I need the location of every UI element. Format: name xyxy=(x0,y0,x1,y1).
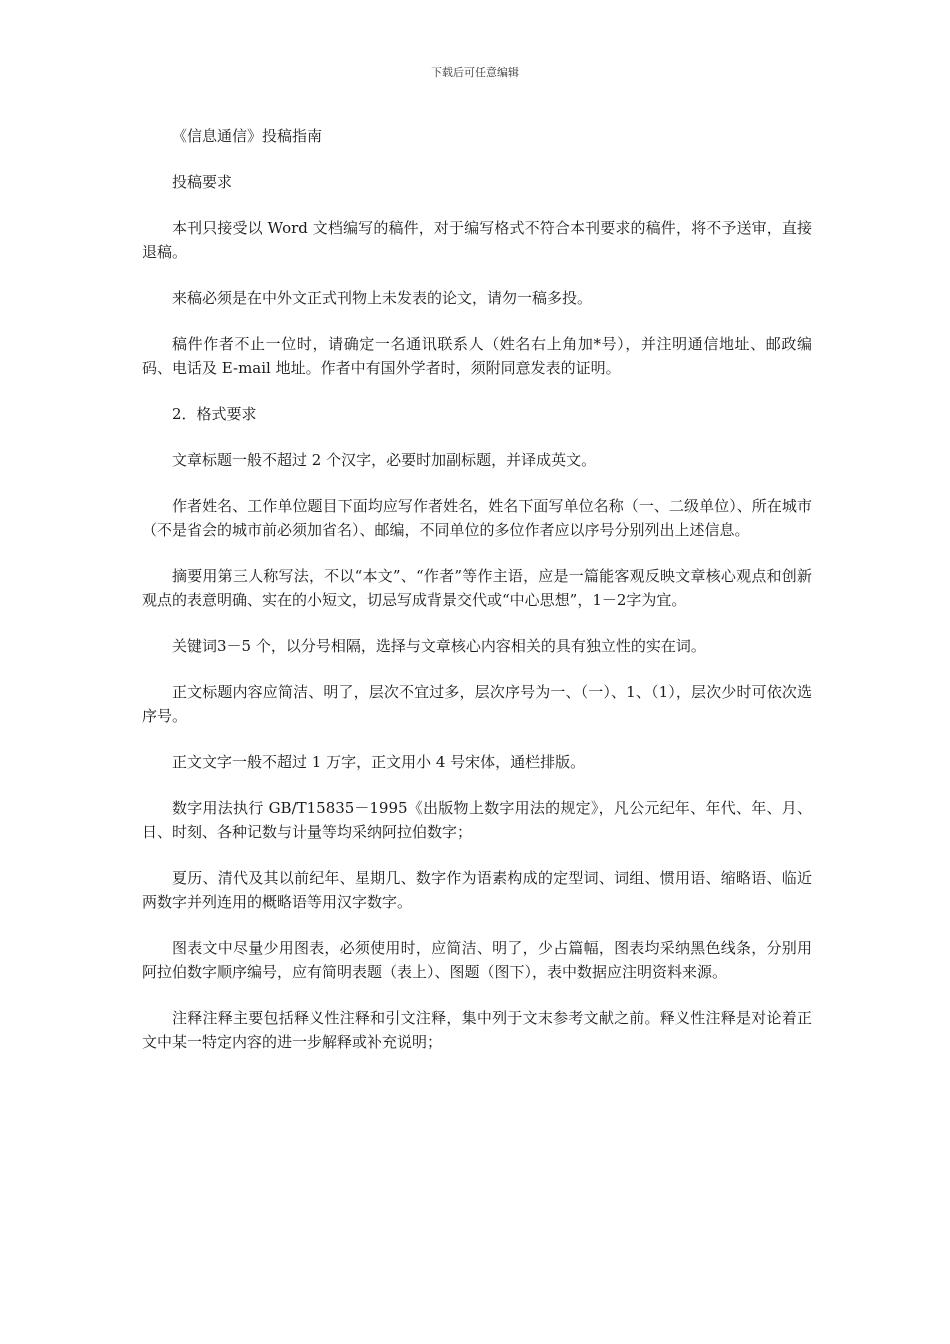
document-body xyxy=(142,124,812,1076)
document-title: 《信息通信》投稿指南 xyxy=(172,127,323,145)
paragraph: 图表文中尽量少用图表，必须使用时，应简洁、明了，少占篇幅，图表均采纳黑色线条，分别用阿拉伯数字顺序编号，应有简明表题（表上）、图题（图下），表中数据应注明资料来源。 xyxy=(142,939,812,981)
paragraph: 正文文字一般不超过 1 万字，正文用小 4 号宋体，通栏排版。 xyxy=(172,753,586,771)
paragraph: 正文标题内容应简洁、明了，层次不宜过多，层次序号为一、（一）、1、（1），层次少时可依次选序号。 xyxy=(142,683,812,725)
paragraph: 本刊只接受以 Word 文档编写的稿件，对于编写格式不符合本刊要求的稿件，将不予送审，直接退稿。 xyxy=(142,219,812,261)
paragraph: 作者姓名、工作单位题目下面均应写作者姓名，姓名下面写单位名称（一、二级单位）、所在城市（不是省会的城市前必须加省名）、邮编，不同单位的多位作者应以序号分别列出上述信息。 xyxy=(142,497,812,539)
paragraph: 关键词3－5 个，以分号相隔，选择与文章核心内容相关的具有独立性的实在词。 xyxy=(172,637,706,655)
section-heading-format: 2．格式要求 xyxy=(172,405,257,423)
running-header: 下载后可任意编辑 xyxy=(431,66,519,79)
paragraph: 夏历、清代及其以前纪年、星期几、数字作为语素构成的定型词、词组、惯用语、缩略语、临近两数字并列连用的概略语等用汉字数字。 xyxy=(142,869,812,911)
paragraph: 注释注释主要包括释义性注释和引文注释，集中列于文末参考文献之前。释义性注释是对论着正文中某一特定内容的进一步解释或补充说明； xyxy=(142,1009,812,1051)
paragraph: 文章标题一般不超过 2 个汉字，必要时加副标题，并译成英文。 xyxy=(172,451,597,469)
paragraph: 来稿必须是在中外文正式刊物上未发表的论文，请勿一稿多投。 xyxy=(172,289,593,307)
paragraph: 摘要用第三人称写法，不以“本文”、“作者”等作主语，应是一篇能客观反映文章核心观点和创新观点的表意明确、实在的小短文，切忌写成背景交代或“中心思想”，1－2字为宜。 xyxy=(142,567,812,609)
paragraph: 稿件作者不止一位时，请确定一名通讯联系人（姓名右上角加*号），并注明通信地址、邮政编码、电话及 E-mail 地址。作者中有国外学者时，须附同意发表的证明。 xyxy=(142,335,812,377)
section-heading-submission: 投稿要求 xyxy=(172,173,233,191)
paragraph: 数字用法执行 GB/T15835－1995《出版物上数字用法的规定》，凡公元纪年、年代、年、月、日、时刻、各种记数与计量等均采纳阿拉伯数字； xyxy=(142,799,812,841)
